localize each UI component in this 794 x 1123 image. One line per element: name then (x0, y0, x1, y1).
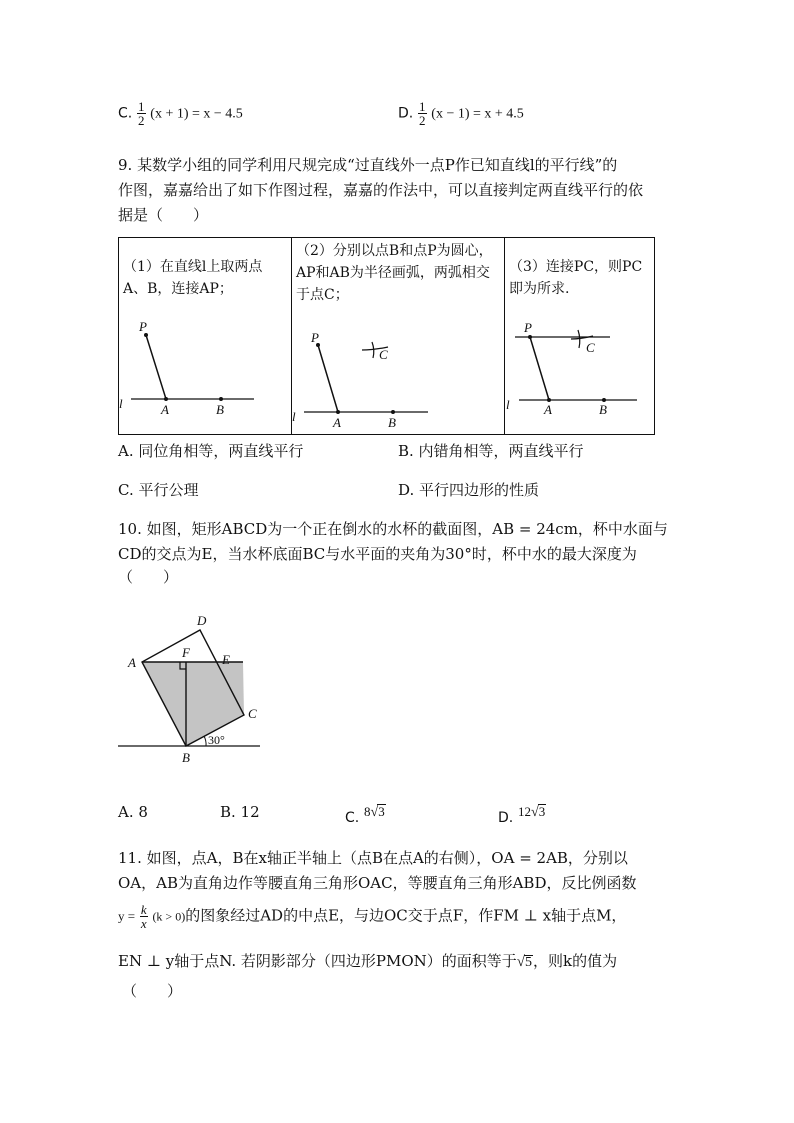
q11-stem-line4-end: ，则k的值为 (533, 952, 618, 970)
q9-step3-label-c: C (586, 340, 595, 355)
q10-label-a: A (128, 655, 136, 670)
q9-step2-label-a: A (333, 415, 341, 430)
q9-step2-line2: AP和AB为半径画弧，两弧相交 (296, 265, 490, 281)
q10-option-c-coef: 8 (364, 804, 371, 819)
q9-step2-point-a (336, 410, 340, 414)
q10-option-b: B. 12 (220, 803, 260, 821)
q9-step1-cell (119, 238, 291, 434)
q9-step3-figure (505, 238, 653, 434)
q9-stem-line3: 据是（ ） (118, 206, 209, 224)
q9-step3-cell (504, 238, 654, 434)
q8-option-c-expr: (x + 1) = x − 4.5 (150, 106, 243, 122)
q9-step1-label-l: l (119, 396, 123, 411)
q9-step2-line3: 于点C； (296, 287, 349, 303)
q11-func-fraction (140, 903, 148, 930)
q10-option-d (498, 801, 546, 829)
q10-label-c: C (248, 706, 257, 721)
q9-step2-figure (292, 238, 503, 434)
q10-stem-line1: 10. 如图，矩形ABCD为一个正在倒水的水杯的截面图，AB = 24cm，杯中水面与 (118, 520, 668, 538)
q10-label-angle: 30° (208, 733, 225, 747)
q11-radicand: 5 (525, 955, 533, 970)
q9-step1-point-b (219, 397, 223, 401)
q9-step1-line2: A、B，连接AP； (123, 281, 233, 297)
q9-option-b: B. 内错角相等，两直线平行 (398, 442, 584, 460)
q9-step3-line1: （3）连接PC，则PC (509, 259, 643, 275)
q10-stem-line2: CD的交点为E，当水杯底面BC与水平面的夹角为30°时，杯中水的最大深度为 (118, 545, 637, 563)
q10-option-d-radicand: 3 (538, 804, 546, 819)
q9-step2-line1: （2）分别以点B和点P为圆心， (296, 243, 493, 259)
q9-step2-segment-ap (318, 345, 338, 412)
q10-option-c-radicand: 3 (378, 804, 385, 819)
q9-step2-point-b (391, 410, 395, 414)
q9-step2-label-b: B (388, 415, 396, 430)
q10-option-d-coef: 12 (518, 804, 532, 819)
q10-label-f: F (182, 645, 190, 660)
q9-step3-point-p (528, 335, 532, 339)
q10-option-c-label: C. (345, 810, 360, 826)
q9-step1-point-a (164, 397, 168, 401)
q10-angle-arc (204, 736, 206, 746)
q8-option-c-label: C. (118, 105, 133, 122)
q9-stem-line2: 作图，嘉嘉给出了如下作图过程，嘉嘉的作法中，可以直接判定两直线平行的依 (118, 181, 644, 199)
q11-func-frac-num: k (140, 902, 147, 917)
q8-option-d-frac-den: 2 (419, 113, 426, 128)
q11-func-frac-den: x (140, 916, 147, 931)
q10-label-e: E (222, 652, 230, 667)
q11-stem-line5: （ ） (122, 982, 183, 1000)
q11-stem-line1: 11. 如图，点A，B在x轴正半轴上（点B在点A的右侧），OA = 2AB，分别以 (118, 849, 628, 867)
q9-step3-label-l: l (506, 397, 510, 412)
q8-option-d-expr: (x − 1) = x + 4.5 (431, 106, 524, 122)
q9-step1-line1: （1）在直线l上取两点 (123, 259, 263, 275)
q8-option-c (118, 100, 243, 127)
q9-option-c: C. 平行公理 (118, 481, 199, 499)
q9-stem-line1: 9. 某数学小组的同学利用尺规完成“过直线外一点P作已知直线l的平行线”的 (118, 156, 618, 174)
q11-stem-line4-start: EN ⊥ y轴于点N. 若阴影部分（四边形PMON）的面积等于 (118, 952, 517, 970)
q8-option-d-fraction (418, 100, 427, 127)
q11-radical-sign: √ (516, 954, 526, 970)
q9-step3-segment-ap (530, 337, 549, 400)
q8-option-d-frac-num: 1 (419, 99, 426, 114)
q10-option-c-radical-sign: √ (370, 805, 379, 820)
q11-stem-line4 (118, 950, 617, 973)
q8-option-c-frac-num: 1 (138, 99, 145, 114)
q9-step3-label-b: B (599, 402, 607, 417)
q10-option-d-label: D. (498, 810, 514, 826)
q9-step2-cell (291, 238, 504, 434)
q10-option-d-radical-sign: √ (531, 805, 539, 820)
q9-step3-label-p: P (524, 320, 532, 335)
q11-stem-line3-rest: 的图象经过AD的中点E，与边OC交于点F，作FM ⊥ x轴于点M， (185, 906, 627, 925)
q8-option-c-fraction (137, 100, 146, 127)
q9-step3-label-a: A (544, 402, 552, 417)
q11-func-y: y = (118, 908, 136, 924)
q10-option-c (345, 801, 386, 829)
q10-stem-line3: （ ） (118, 568, 179, 586)
q9-step1-figure (119, 238, 289, 434)
q9-step1-label-b: B (216, 402, 224, 417)
q10-label-d: D (197, 613, 207, 628)
q10-water-region (142, 662, 244, 746)
q10-label-b: B (182, 750, 190, 765)
q9-option-d: D. 平行四边形的性质 (398, 481, 540, 499)
q11-stem-line3 (118, 903, 626, 930)
q9-step2-label-c: C (379, 347, 388, 362)
q9-step2-label-l: l (292, 409, 296, 424)
q11-func-condition: (k > 0) (152, 909, 186, 924)
q9-step1-label-a: A (161, 402, 169, 417)
q8-option-d (398, 100, 524, 127)
q8-option-c-frac-den: 2 (138, 113, 145, 128)
q9-step1-segment-ap (146, 335, 166, 399)
q9-step3-line2: 即为所求. (509, 281, 570, 297)
q10-figure (110, 605, 290, 775)
q9-construction-table (118, 237, 655, 435)
q9-step2-label-p: P (311, 330, 319, 345)
q10-option-a: A. 8 (118, 803, 148, 821)
q9-option-a: A. 同位角相等，两直线平行 (118, 442, 304, 460)
q11-stem-line2: OA，AB为直角边作等腰直角三角形OAC，等腰直角三角形ABD，反比例函数 (118, 874, 637, 892)
q8-option-d-label: D. (398, 105, 414, 122)
q9-step1-label-p: P (139, 319, 147, 334)
